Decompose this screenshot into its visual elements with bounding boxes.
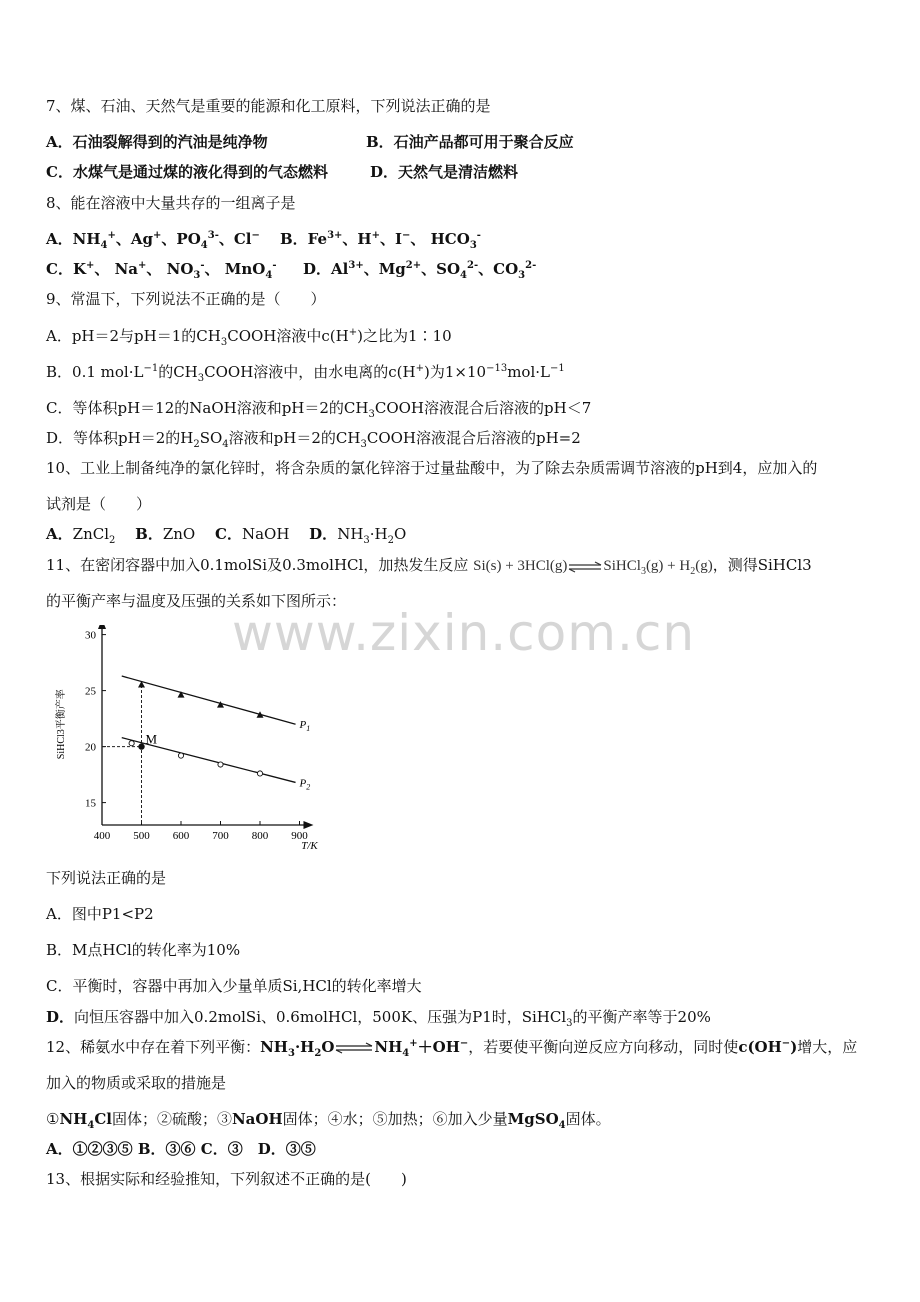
- x-tick-label: 700: [212, 830, 229, 842]
- q12-stem-line1: 12、稀氨水中存在着下列平衡：$NH_3\cdot H_2O$ $NH_4^++OH^-$，若要使平衡向逆反应方向移动，同时使c(OH−)增大，应: [46, 1038, 858, 1059]
- series-line-p1: [122, 676, 296, 724]
- q8-option-c: C．K+、 Na+、 $NO_3^-$、 MnO$_4$-: [46, 260, 277, 281]
- q12-items: $①NH_4Cl$固体；②硫酸；③NaOH固体；④水；⑤加热；⑥加入少量MgSO$_4$固体。: [46, 1110, 611, 1131]
- y-tick-label: 25: [85, 685, 96, 698]
- equilibrium-arrow-icon: [334, 1042, 374, 1054]
- q9-stem: 9、常温下，下列说法不正确的是（ ）: [46, 290, 326, 308]
- q7-option-c: C．水煤气是通过煤的液化得到的气态燃料: [46, 163, 328, 181]
- data-point-circle: [129, 741, 134, 746]
- q8-stem: 8、能在溶液中大量共存的一组离子是: [46, 194, 296, 212]
- q9-option-d: D．等体积pH＝2的$H_2SO_4$溶液和pH＝2的$CH_3COOH$溶液混合后溶液的pH=2: [46, 429, 581, 450]
- x-tick-label: 400: [93, 830, 111, 842]
- series-label-p2: $P_2$: [299, 777, 311, 792]
- q7-option-d: D．天然气是清洁燃料: [370, 163, 519, 181]
- equilibrium-arrow-icon: [567, 561, 603, 573]
- q11-stem-pre: 11、在密闭容器中加入0.1molSi及0.3molHCl，加热发生反应: [46, 556, 469, 574]
- q10-stem-line2: 试剂是（ ）: [46, 495, 152, 513]
- series-label-subscript: 1: [306, 724, 311, 734]
- q11-option-a: A．图中P1<P2: [46, 905, 154, 923]
- y-axis-arrow-icon: [98, 625, 106, 629]
- x-axis-label: T/K: [301, 840, 318, 852]
- data-point-circle: [178, 753, 183, 758]
- q11-stem-line1: [46, 555, 812, 576]
- point-m: [138, 743, 144, 749]
- q8-option-d: D．$Al^{3+}$、$Mg^{2+}$、$SO_4^{2-}$、$CO_3^{2-}$: [303, 260, 537, 281]
- q11-stem-line2: 的平衡产率与温度及压强的关系如下图所示：: [46, 592, 347, 610]
- series-label-p1: $P_1$: [299, 719, 311, 734]
- q12-options: A．①②③⑤ B．③⑥ C．③ D．③⑤: [46, 1140, 316, 1158]
- q9-option-b: B．0.1 $mol\cdot L^{-1}$的$CH_3COOH$溶液中，由水电离的c(H+)为$1\times 10^{-13}mol\cdot L^{-1}$: [46, 363, 565, 384]
- x-tick-label: 600: [172, 830, 190, 842]
- point-m-label: M: [145, 731, 158, 747]
- y-tick-label: 20: [85, 741, 96, 754]
- y-tick-label: 15: [85, 797, 96, 810]
- watermark: www.zixin.com.cn: [232, 604, 696, 662]
- q8-option-a: A．$NH_4^+$、Ag+、$PO_4^{3-}$、Cl−: [46, 230, 260, 251]
- x-tick-label: 500: [133, 830, 150, 842]
- y-axis-label: SiHCl3平衡产率: [56, 689, 67, 760]
- q12-stem-line2: 加入的物质或采取的措施是: [46, 1074, 227, 1092]
- q13-stem: 13、根据实际和经验推知，下列叙述不正确的是( ): [46, 1170, 407, 1188]
- q11-option-b: B．M点HCl的转化率为10%: [46, 941, 241, 959]
- q11-stem-post: ，测得SiHCl3: [712, 556, 812, 574]
- q8-option-b: B．$Fe^{3+}$、H+、I−、 $HCO_3^-$: [280, 230, 481, 251]
- q7-option-a: A．石油裂解得到的汽油是纯净物: [46, 133, 268, 151]
- q7-stem: 7、煤、石油、天然气是重要的能源和化工原料，下列说法正确的是: [46, 97, 491, 115]
- q10-options: A．ZnCl$_2$ B．ZnO C．NaOH D．$NH_3\cdot H_2O$: [46, 525, 407, 546]
- data-point-circle: [257, 771, 262, 776]
- x-axis-arrow-icon: [303, 821, 313, 829]
- x-tick-label: 800: [251, 830, 269, 842]
- series-label-subscript: 2: [306, 782, 311, 792]
- q10-stem-line1: 10、工业上制备纯净的氯化锌时，将含杂质的氯化锌溶于过量盐酸中，为了除去杂质需调节溶液的pH到4，应加入的: [46, 459, 818, 477]
- q11-reaction: Si(s) + 3HCl(g) SiHCl$_3$(g) + $H_2(g)$: [473, 558, 713, 577]
- q11-chart: [52, 625, 342, 857]
- x-tick-label: 900: [291, 830, 308, 842]
- q9-option-a: A．pH＝2与pH＝1的$CH_3COOH$溶液中c(H+)之比为1∶10: [46, 327, 452, 348]
- data-point-circle: [218, 762, 223, 767]
- q9-option-c: C．等体积pH＝12的NaOH溶液和pH＝2的$CH_3COOH$溶液混合后溶液的pH＜7: [46, 399, 592, 420]
- q11-prompt: 下列说法正确的是: [46, 869, 167, 887]
- q11-option-c: C．平衡时，容器中再加入少量单质Si,HCl的转化率增大: [46, 977, 422, 995]
- y-tick-label: 30: [85, 629, 96, 642]
- q11-option-d: D．向恒压容器中加入0.2molSi、0.6molHCl，500K、压强为P1时，SiHCl$_3$的平衡产率等于20%: [46, 1008, 711, 1029]
- q7-option-b: B．石油产品都可用于聚合反应: [366, 133, 574, 151]
